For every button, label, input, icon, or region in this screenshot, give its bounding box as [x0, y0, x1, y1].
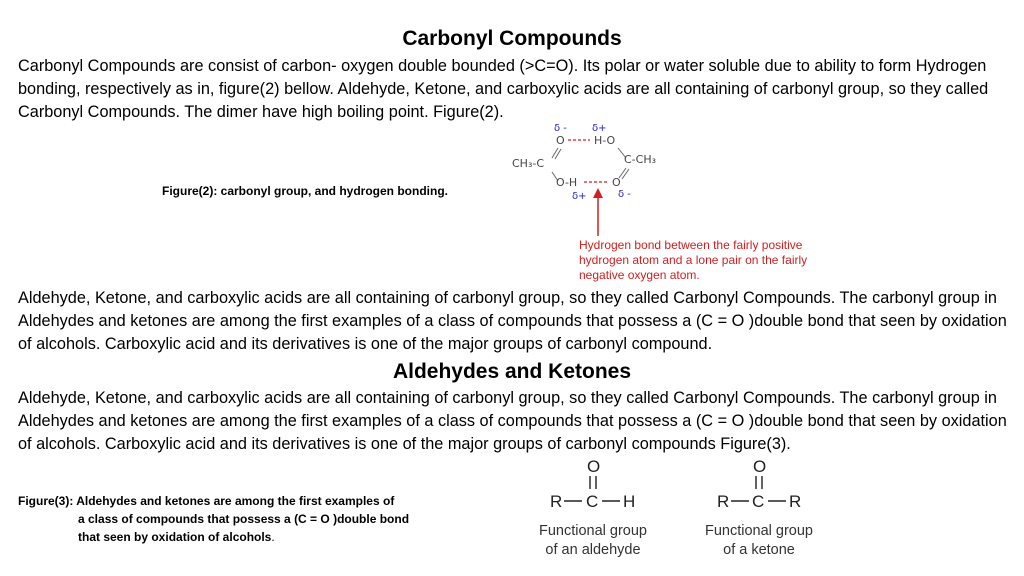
o-h-bottom-left: O-H: [556, 176, 578, 189]
arrow-head: [593, 188, 603, 198]
note-line-2: hydrogen atom and a lone pair on the fairly: [579, 253, 808, 267]
figure3-caption: [18, 492, 438, 546]
intro-paragraph: Carbonyl Compounds are consist of carbon- oxygen double bounded (>C=O). Its polar or water soluble due to ability to form Hydrogen bonding, respectively as in, figure(2) bellow. Aldehyde, Ketone, and carboxylic acids are all containing of carbonyl group, so they called Carbonyl Compounds. The dimer have high boiling point. Figure(2).: [18, 57, 989, 121]
figure3-diagram: [520, 455, 840, 565]
aldehyde-label-2: of an aldehyde: [545, 542, 641, 558]
aldehyde-label-1: Functional group: [538, 523, 648, 539]
aldehyde-oxygen: O: [587, 457, 601, 476]
delta-plus-top-right: δ+: [592, 123, 607, 134]
ch3-c-left: CH₃-C: [512, 157, 545, 170]
second-paragraph: Aldehyde, Ketone, and carboxylic acids are all containing of carbonyl group, so they called Carbonyl Compounds. The carbonyl group in Aldehydes and ketones are among the first examples of a class of compounds that possess a (C = O )double bond that seen by oxidation of alcohols. Carboxylic acid and its derivatives is one of the major groups of carbonyl compound.: [18, 289, 1007, 353]
figure2-caption: Figure(2): carbonyl group, and hydrogen bonding.: [162, 184, 448, 198]
double-bond-top-left-b: [555, 149, 561, 159]
double-bond-bottom-right-b: [622, 169, 629, 179]
figure3-caption-line-3: that seen by oxidation of alcohols: [78, 530, 272, 544]
section-subtitle: Aldehydes and Ketones: [392, 360, 632, 383]
figure3-caption-period: .: [271, 530, 275, 544]
ketone-r-right: R: [789, 492, 802, 511]
delta-minus-top-left: δ -: [554, 123, 567, 134]
delta-minus-bottom-right: δ -: [618, 189, 631, 200]
note-line-1: Hydrogen bond between the fairly positive: [579, 238, 803, 252]
page-title: Carbonyl Compounds: [402, 27, 622, 50]
figure2-diagram: [500, 118, 840, 288]
aldehyde-h: H: [623, 492, 636, 511]
aldehyde-carbon: C: [586, 492, 599, 511]
third-paragraph: Aldehyde, Ketone, and carboxylic acids are all containing of carbonyl group, so they called Carbonyl Compounds. The carbonyl group in Aldehydes and ketones are among the first examples of a class of compounds that possess a (C = O )double bond that seen by oxidation of alcohols. Carboxylic acid and its derivatives is one of the major groups of carbonyl compounds Figure(3).: [18, 389, 1007, 453]
double-bond-top-left-a: [552, 148, 558, 158]
ketone-label-2: of a ketone: [723, 542, 795, 558]
note-line-3: negative oxygen atom.: [579, 268, 700, 282]
ketone-label-1: Functional group: [704, 523, 814, 539]
aldehyde-r: R: [550, 492, 563, 511]
figure3-caption-line-2: a class of compounds that possess a (C = O )double bond: [78, 512, 410, 526]
oxygen-bottom-right: O: [612, 176, 621, 189]
figure3-caption-line-1: Figure(3): Aldehydes and ketones are among the first examples of: [18, 494, 395, 508]
c-ch3-right: C-CH₃: [624, 153, 657, 166]
oxygen-top-left: O: [556, 134, 565, 147]
ketone-oxygen: O: [753, 457, 767, 476]
delta-plus-bottom-left: δ+: [572, 191, 587, 202]
h-o-top-right: H-O: [594, 134, 616, 147]
ketone-r-left: R: [717, 492, 730, 511]
ketone-carbon: C: [752, 492, 765, 511]
